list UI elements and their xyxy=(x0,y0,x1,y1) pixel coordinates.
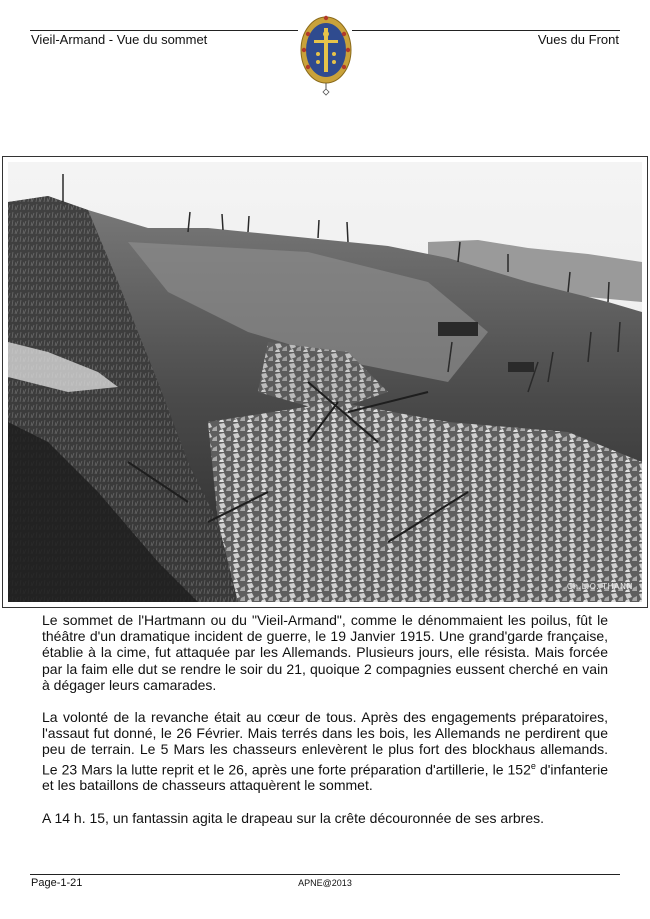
photo-watermark: Ch.L.O. THANN xyxy=(566,582,633,591)
page-number: Page-1-21 xyxy=(31,877,83,889)
battlefield-photograph xyxy=(8,162,642,602)
header-rule-left xyxy=(30,30,298,31)
paragraph-2-part-a: La volonté de la revanche était au cœur de tous. Après des engagements préparatoires, l'assaut fut donné, le 26 Février. Mais terrés dans les bois, les Allemands ne perdirent que peu de terrain. Le 5 Mars les chasseurs enlevèrent le plus fort des blockhaus allemands. Le 23 Mars la lutte reprit et le 26, après une forte préparation d'artillerie, le 152 xyxy=(42,709,608,778)
header-right-title: Vues du Front xyxy=(537,32,619,47)
coat-of-arms-emblem xyxy=(298,14,354,98)
paragraph-1: Le sommet de l'Hartmann ou du "Vieil-Armand", comme le dénommaient les poilus, fût le théâtre d'un dramatique incident de guerre, le 19 Janvier 1915. Une grand'garde française, établie à la cime, fut attaquée par les Allemands. Plusieurs jours, elle résista. Mais forcée par la faim elle dut se rendre le soir du 21, quoique 2 compagnies eussent cherché en vain à dégager leurs camarades. xyxy=(42,612,608,693)
superscript-e: e xyxy=(530,760,536,771)
header-rule-right xyxy=(352,30,620,31)
footer-rule xyxy=(30,874,620,875)
header-left-title: Vieil-Armand - Vue du sommet xyxy=(31,32,208,47)
paragraph-3: A 14 h. 15, un fantassin agita le drapeau sur la crête découronnée de ses arbres. xyxy=(42,809,544,826)
copyright-notice: APNE@2013 xyxy=(298,878,352,888)
paragraph-2 xyxy=(42,709,608,794)
article-body xyxy=(42,612,608,826)
paragraph-2-part-b: d'infanterie et les bataillons de chasseurs attaquèrent le sommet. xyxy=(42,761,608,794)
photo-frame xyxy=(2,156,648,608)
